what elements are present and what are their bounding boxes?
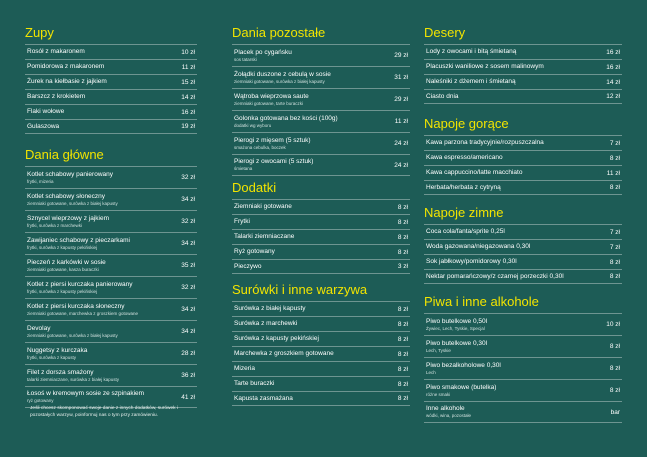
menu-item: [25, 276, 197, 298]
menu-item: [232, 316, 410, 331]
menu-item-price: 8 zł: [609, 343, 620, 350]
menu-item-info: [426, 340, 487, 354]
menu-item-info: [234, 71, 331, 85]
menu-item-price: bar: [610, 408, 620, 416]
menu-item-name: Sznycel wieprzowy z jajkiem: [27, 214, 109, 222]
menu-item-description: Żywiec, Lech, Tyskie, Specjal: [426, 325, 485, 331]
menu-item-price: 11 zł: [181, 63, 195, 71]
menu-item-description: frytki, surówka z kapusty pekińskiej: [27, 288, 98, 294]
menu-item-name: Zawijaniec schabowy z pieczarkami: [27, 236, 130, 244]
menu-item-description: Lech: [426, 369, 436, 375]
menu-item-name: Łosoś w kremowym sosie ze szpinakiem: [27, 390, 145, 397]
menu-item-info: [27, 193, 118, 207]
menu-item-price: 31 zł: [394, 74, 408, 81]
menu-item-price: 8 zł: [609, 184, 620, 191]
menu-item-name: Surówka z kapusty pekińskiej: [234, 335, 319, 342]
menu-item-name: Coca cola/fanta/sprite 0,25l: [426, 228, 505, 235]
menu-item-name: Sok jabłkowy/pomidorowy 0,30l: [426, 258, 517, 265]
menu-item-info: [27, 215, 109, 229]
menu-item-name: Kotlet z piersi kurczaka panierowany: [27, 280, 133, 288]
menu-item-name: Piwo butelkowe 0,50l: [426, 317, 488, 325]
menu-item-price: 8 zł: [397, 395, 408, 402]
menu-item: [232, 88, 410, 110]
section-title: Zupy: [25, 25, 54, 40]
menu-item-name: Kapusta zasmażana: [234, 394, 293, 402]
menu-item: [25, 210, 197, 232]
menu-item-info: [426, 318, 487, 332]
menu-item-description: ziemniaki gotowane, surówka z białej kapusty: [27, 332, 118, 338]
section-surowki: [232, 283, 410, 406]
menu-item-name: Wątroba wieprzowa saute: [234, 92, 309, 100]
menu-item-name: Talarki ziemniaczane: [234, 233, 295, 240]
menu-item-price: 19 zł: [181, 123, 195, 130]
menu-item-price: 8 zł: [397, 248, 408, 256]
menu-item-info: [27, 259, 106, 273]
menu-item-description: ziemniaki gotowane, surówka z białej kapusty: [27, 200, 118, 206]
menu-item-info: [234, 203, 292, 211]
menu-item-price: 15 zł: [181, 78, 195, 86]
menu-item-info: [234, 350, 334, 358]
menu-item-info: [234, 320, 297, 328]
menu-item-info: [426, 258, 517, 266]
menu-item-price: 8 zł: [397, 365, 408, 373]
menu-item: [232, 44, 410, 66]
menu-item-price: 8 zł: [397, 335, 408, 343]
menu-item: [25, 44, 197, 59]
menu-item-info: [234, 395, 293, 403]
menu-item-description: talarki ziemniaczane, surówka z białej kapusty: [27, 376, 120, 382]
menu-item-info: [426, 273, 564, 281]
item-list: [424, 135, 622, 195]
menu-item-name: Surówka z białej kapusty: [234, 305, 306, 312]
menu-item: [424, 335, 622, 357]
menu-item-name: Gulaszowa: [27, 122, 60, 130]
menu-item: [424, 313, 622, 335]
item-list: [424, 224, 622, 284]
menu-item-price: 8 zł: [609, 273, 620, 280]
section-title: Dania pozostałe: [232, 25, 326, 40]
menu-item-price: 29 zł: [394, 96, 408, 103]
section-desery: [424, 26, 622, 104]
menu-item-name: Kotlet z piersi kurczaka słoneczny: [27, 302, 125, 310]
menu-item-name: Pieczeń z karkówki w sosie: [27, 258, 106, 266]
menu-item-description: ziemniaki gotowane, kasza buraczki: [27, 266, 99, 272]
menu-item-description: frytki, surówka z marchewki: [27, 222, 83, 228]
menu-item: [424, 401, 622, 423]
menu-item-info: [27, 390, 144, 404]
menu-item-name: Barszcz z krokietem: [27, 93, 86, 100]
menu-item-description: wódki, wina, pozostałe: [426, 413, 472, 418]
menu-item-price: 8 zł: [609, 365, 620, 372]
menu-item-info: [234, 233, 294, 241]
menu-item-name: Nuggetsy z kurczaka: [27, 346, 88, 354]
menu-item-price: 16 zł: [606, 63, 620, 71]
menu-item: [232, 214, 410, 229]
menu-item-price: 7 zł: [609, 139, 620, 147]
menu-item-price: 24 zł: [394, 140, 408, 147]
section-piwa: [424, 295, 622, 423]
menu-item: [424, 180, 622, 195]
menu-item-name: Frytki: [234, 218, 250, 225]
menu-item-info: [27, 325, 118, 339]
menu-item-name: Pierogi z owocami (5 sztuk): [234, 158, 314, 165]
menu-item-info: [234, 158, 313, 172]
menu-item: [424, 224, 622, 239]
menu-item-name: Woda gazowana/niegazowana 0,30l: [426, 243, 531, 250]
menu-item-price: 34 zł: [181, 240, 195, 247]
menu-item-info: [27, 171, 113, 185]
menu-item-info: [426, 154, 503, 162]
menu-item-info: [234, 49, 292, 63]
menu-item-info: [234, 218, 250, 226]
menu-item-price: 34 zł: [181, 328, 195, 335]
section-zupy: [25, 26, 197, 134]
menu-item: [232, 376, 410, 391]
menu-item-name: Ciasto dnia: [426, 92, 459, 100]
menu-item-description: frytki, mizeria: [27, 178, 54, 184]
menu-item-price: 8 zł: [397, 320, 408, 328]
item-list: [424, 44, 622, 104]
menu-item: [25, 254, 197, 276]
menu-item-info: [426, 169, 522, 177]
menu-item-info: [426, 139, 544, 147]
item-list: [232, 199, 410, 274]
menu-item-info: [426, 384, 496, 398]
menu-item-name: Kotlet schabowy panierowany: [27, 170, 113, 178]
menu-item-price: 7 zł: [609, 228, 620, 236]
menu-item-price: 11 zł: [606, 169, 620, 177]
menu-item-info: [426, 405, 471, 419]
menu-item: [25, 342, 197, 364]
menu-item-info: [426, 184, 501, 192]
menu-item-info: [426, 48, 516, 56]
menu-item-price: 16 zł: [606, 48, 620, 56]
menu-item-info: [27, 369, 119, 383]
menu-item-description: frytki, surówka z kapusty pekińskiej: [27, 244, 98, 250]
menu-item-price: 24 zł: [394, 161, 408, 169]
menu-item-name: Ziemniaki gotowane: [234, 203, 292, 210]
menu-item-description: smażona cebulka, boczek: [234, 144, 286, 150]
menu-item: [424, 44, 622, 59]
menu-item-description: ziemniaki gotowane, tarte buraczki: [234, 100, 304, 106]
menu-item-info: [234, 263, 261, 271]
menu-item: [424, 74, 622, 89]
section-napoje-gorace: [424, 117, 622, 195]
menu-item: [232, 331, 410, 346]
menu-item-price: 8 zł: [397, 218, 408, 226]
menu-item-price: 8 zł: [397, 305, 408, 313]
menu-item-name: Kawa cappuccino/latte macchiato: [426, 169, 523, 176]
menu-item-price: 41 zł: [181, 393, 195, 401]
menu-item-name: Naleśniki z dżemem i śmietaną: [426, 78, 516, 85]
menu-item-price: 10 zł: [181, 48, 195, 56]
menu-item-description: różne smaki: [426, 391, 451, 397]
menu-item-name: Kawa parzona tradycyjnie/rozpuszczalna: [426, 139, 544, 146]
menu-item-info: [234, 93, 309, 107]
menu-item-price: 35 zł: [181, 262, 195, 269]
menu-item-name: Placuszki waniliowe z sosem malinowym: [426, 63, 544, 70]
menu-item-info: [426, 63, 544, 71]
menu-item-info: [234, 248, 275, 256]
menu-item-info: [27, 347, 87, 361]
menu-item-info: [426, 78, 516, 86]
menu-item-price: 34 zł: [181, 306, 195, 313]
menu-item-name: Tarte buraczki: [234, 380, 275, 387]
menu-item: [232, 229, 410, 244]
menu-item-price: 8 zł: [397, 350, 408, 358]
menu-item-description: sos tatarski: [234, 56, 257, 62]
menu-item: [232, 154, 410, 176]
menu-item-price: 8 zł: [609, 154, 620, 162]
menu-item: [424, 165, 622, 180]
menu-item: [25, 89, 197, 104]
menu-item: [232, 132, 410, 154]
item-list: [232, 301, 410, 406]
menu-item-price: 12 zł: [606, 93, 620, 100]
menu-item: [25, 104, 197, 119]
menu-item-description: Lech, Tyskie: [426, 347, 451, 353]
menu-item-price: 32 zł: [181, 284, 195, 291]
menu-item-name: Devolay: [27, 324, 51, 332]
menu-item-info: [426, 243, 530, 251]
menu-item-name: Mizeria: [234, 365, 255, 372]
section-title: Napoje zimne: [424, 205, 504, 220]
menu-item-name: Kawa espresso/americano: [426, 154, 503, 161]
menu-item-name: Inne alkohole: [426, 405, 465, 412]
menu-item-name: Herbata/herbata z cytryną: [426, 183, 501, 191]
menu-note: Jeśli chcesz skomponować swoje danie z innych dodatków, surówek i pozostałych warzyw, poinformuj nas o tym przy zamówieniu.: [30, 406, 178, 418]
menu-item-name: Kotlet schabowy słoneczny: [27, 192, 106, 200]
menu-item-info: [234, 137, 311, 151]
menu-item-name: Piwo bezalkoholowe 0,30l: [426, 361, 501, 369]
menu-item: [232, 361, 410, 376]
menu-item-name: Ryż gotowany: [234, 248, 275, 255]
menu-item-price: 34 zł: [181, 196, 195, 203]
menu-item: [25, 320, 197, 342]
menu-item-info: [27, 237, 130, 251]
section-title: Napoje gorące: [424, 116, 509, 131]
menu-item-name: Placek po cygańsku: [234, 48, 292, 56]
menu-item-price: 16 zł: [181, 108, 195, 116]
section-title: Piwa i inne alkohole: [424, 294, 539, 309]
menu-item-description: frytki, surówka z kapusty: [27, 354, 77, 360]
menu-item-price: 32 zł: [181, 174, 195, 181]
menu-item-price: 8 zł: [397, 380, 408, 388]
menu-item: [232, 66, 410, 88]
menu-item-name: Rosół z makaronem: [27, 48, 85, 55]
menu-item-price: 8 zł: [397, 203, 408, 211]
menu-item-price: 8 zł: [397, 233, 408, 241]
section-dania-pozostale: [232, 26, 410, 176]
menu-item: [424, 357, 622, 379]
menu-item: [25, 364, 197, 386]
menu-item-price: 14 zł: [606, 78, 620, 86]
menu-item: [424, 135, 622, 150]
menu-item-name: Golonka gotowana bez kości (100g): [234, 114, 338, 122]
menu-item-description: dodatki wg wyboru: [234, 122, 272, 128]
menu-item: [232, 301, 410, 316]
menu-item-name: Filet z dorsza smażony: [27, 368, 94, 376]
item-list: [424, 313, 622, 423]
menu-item: [232, 391, 410, 406]
menu-item-name: Pierogi z mięsem (5 sztuk): [234, 136, 311, 144]
menu-item-name: Flaki wołowe: [27, 108, 65, 115]
menu-item-price: 7 zł: [609, 243, 620, 251]
menu-item-info: [426, 93, 459, 101]
menu-item-info: [27, 303, 138, 317]
menu-item-price: 32 zł: [181, 218, 195, 225]
menu-item-price: 3 zł: [397, 263, 408, 270]
menu-item-info: [234, 365, 255, 373]
menu-item-price: 8 zł: [609, 387, 620, 394]
menu-item-info: [234, 115, 338, 129]
menu-item: [25, 232, 197, 254]
menu-item-price: 10 zł: [606, 321, 620, 328]
menu-item-description: śmietana: [234, 166, 253, 171]
menu-item-price: 36 zł: [181, 372, 195, 379]
menu-item-info: [27, 48, 85, 56]
section-dania-glowne: [25, 148, 197, 408]
menu-item-price: 28 zł: [181, 350, 195, 357]
menu-item-info: [27, 123, 59, 131]
menu-item-name: Piwo butelkowe 0,30l: [426, 339, 488, 347]
section-title: Dodatki: [232, 180, 277, 195]
menu-item: [424, 239, 622, 254]
menu-item: [424, 59, 622, 74]
menu-item-info: [234, 335, 319, 343]
section-title: Surówki i inne warzywa: [232, 282, 368, 297]
item-list: [232, 44, 410, 176]
menu-item-price: 8 zł: [609, 258, 620, 266]
menu-item: [424, 269, 622, 284]
menu-item-info: [27, 108, 64, 116]
menu-item-name: Nektar pomarańczowy/z czarnej porzeczki 0,30l: [426, 272, 564, 280]
item-list: [25, 44, 197, 134]
menu-item: [232, 346, 410, 361]
menu-item: [232, 259, 410, 274]
menu-item-info: [27, 281, 133, 295]
menu-item: [25, 298, 197, 320]
menu-item-name: Lody z owocami i bitą śmietaną: [426, 48, 517, 55]
menu-item: [25, 119, 197, 134]
menu-item-info: [27, 63, 104, 71]
item-list: [25, 166, 197, 408]
menu-item: [424, 379, 622, 401]
menu-item: [25, 59, 197, 74]
section-dodatki: [232, 181, 410, 274]
menu-item: [232, 244, 410, 259]
menu-item-description: ziemniaki gotowane, surówka z białej kapusty: [234, 78, 325, 84]
menu-item-info: [27, 78, 107, 86]
menu-item-info: [234, 305, 306, 313]
section-napoje-zimne: [424, 206, 622, 284]
menu-item: [232, 110, 410, 132]
menu-item-name: Żurek na kiełbasie z jajkiem: [27, 78, 107, 85]
menu-item-description: ryż gotowany: [27, 398, 54, 403]
menu-item-name: Surówka z marchewki: [234, 320, 298, 327]
menu-item-price: 11 zł: [394, 118, 408, 125]
menu-item-name: Pieczywo: [234, 262, 262, 270]
section-title: Dania główne: [25, 147, 104, 162]
menu-item-info: [426, 228, 505, 236]
menu-item-name: Marchewka z groszkiem gotowane: [234, 350, 334, 357]
menu-item-description: ziemniaki gotowane, marchewka z groszkiem gotowane: [27, 310, 139, 316]
menu-item-info: [426, 362, 501, 376]
menu-item-name: Pomidorowa z makaronem: [27, 63, 105, 70]
menu-item-name: Żołądki duszone z cebulą w sosie: [234, 70, 331, 78]
menu-item-name: Piwo smakowe (butelka): [426, 383, 497, 391]
section-title: Desery: [424, 25, 466, 40]
menu-item: [232, 199, 410, 214]
menu-item-price: 29 zł: [394, 52, 408, 59]
menu-item: [25, 166, 197, 188]
menu-item: [25, 188, 197, 210]
menu-item: [424, 254, 622, 269]
menu-item-info: [27, 93, 85, 101]
menu-item-info: [234, 380, 274, 388]
menu-item: [424, 150, 622, 165]
menu-item: [25, 74, 197, 89]
menu-item: [424, 89, 622, 104]
menu-item-price: 14 zł: [181, 93, 195, 101]
